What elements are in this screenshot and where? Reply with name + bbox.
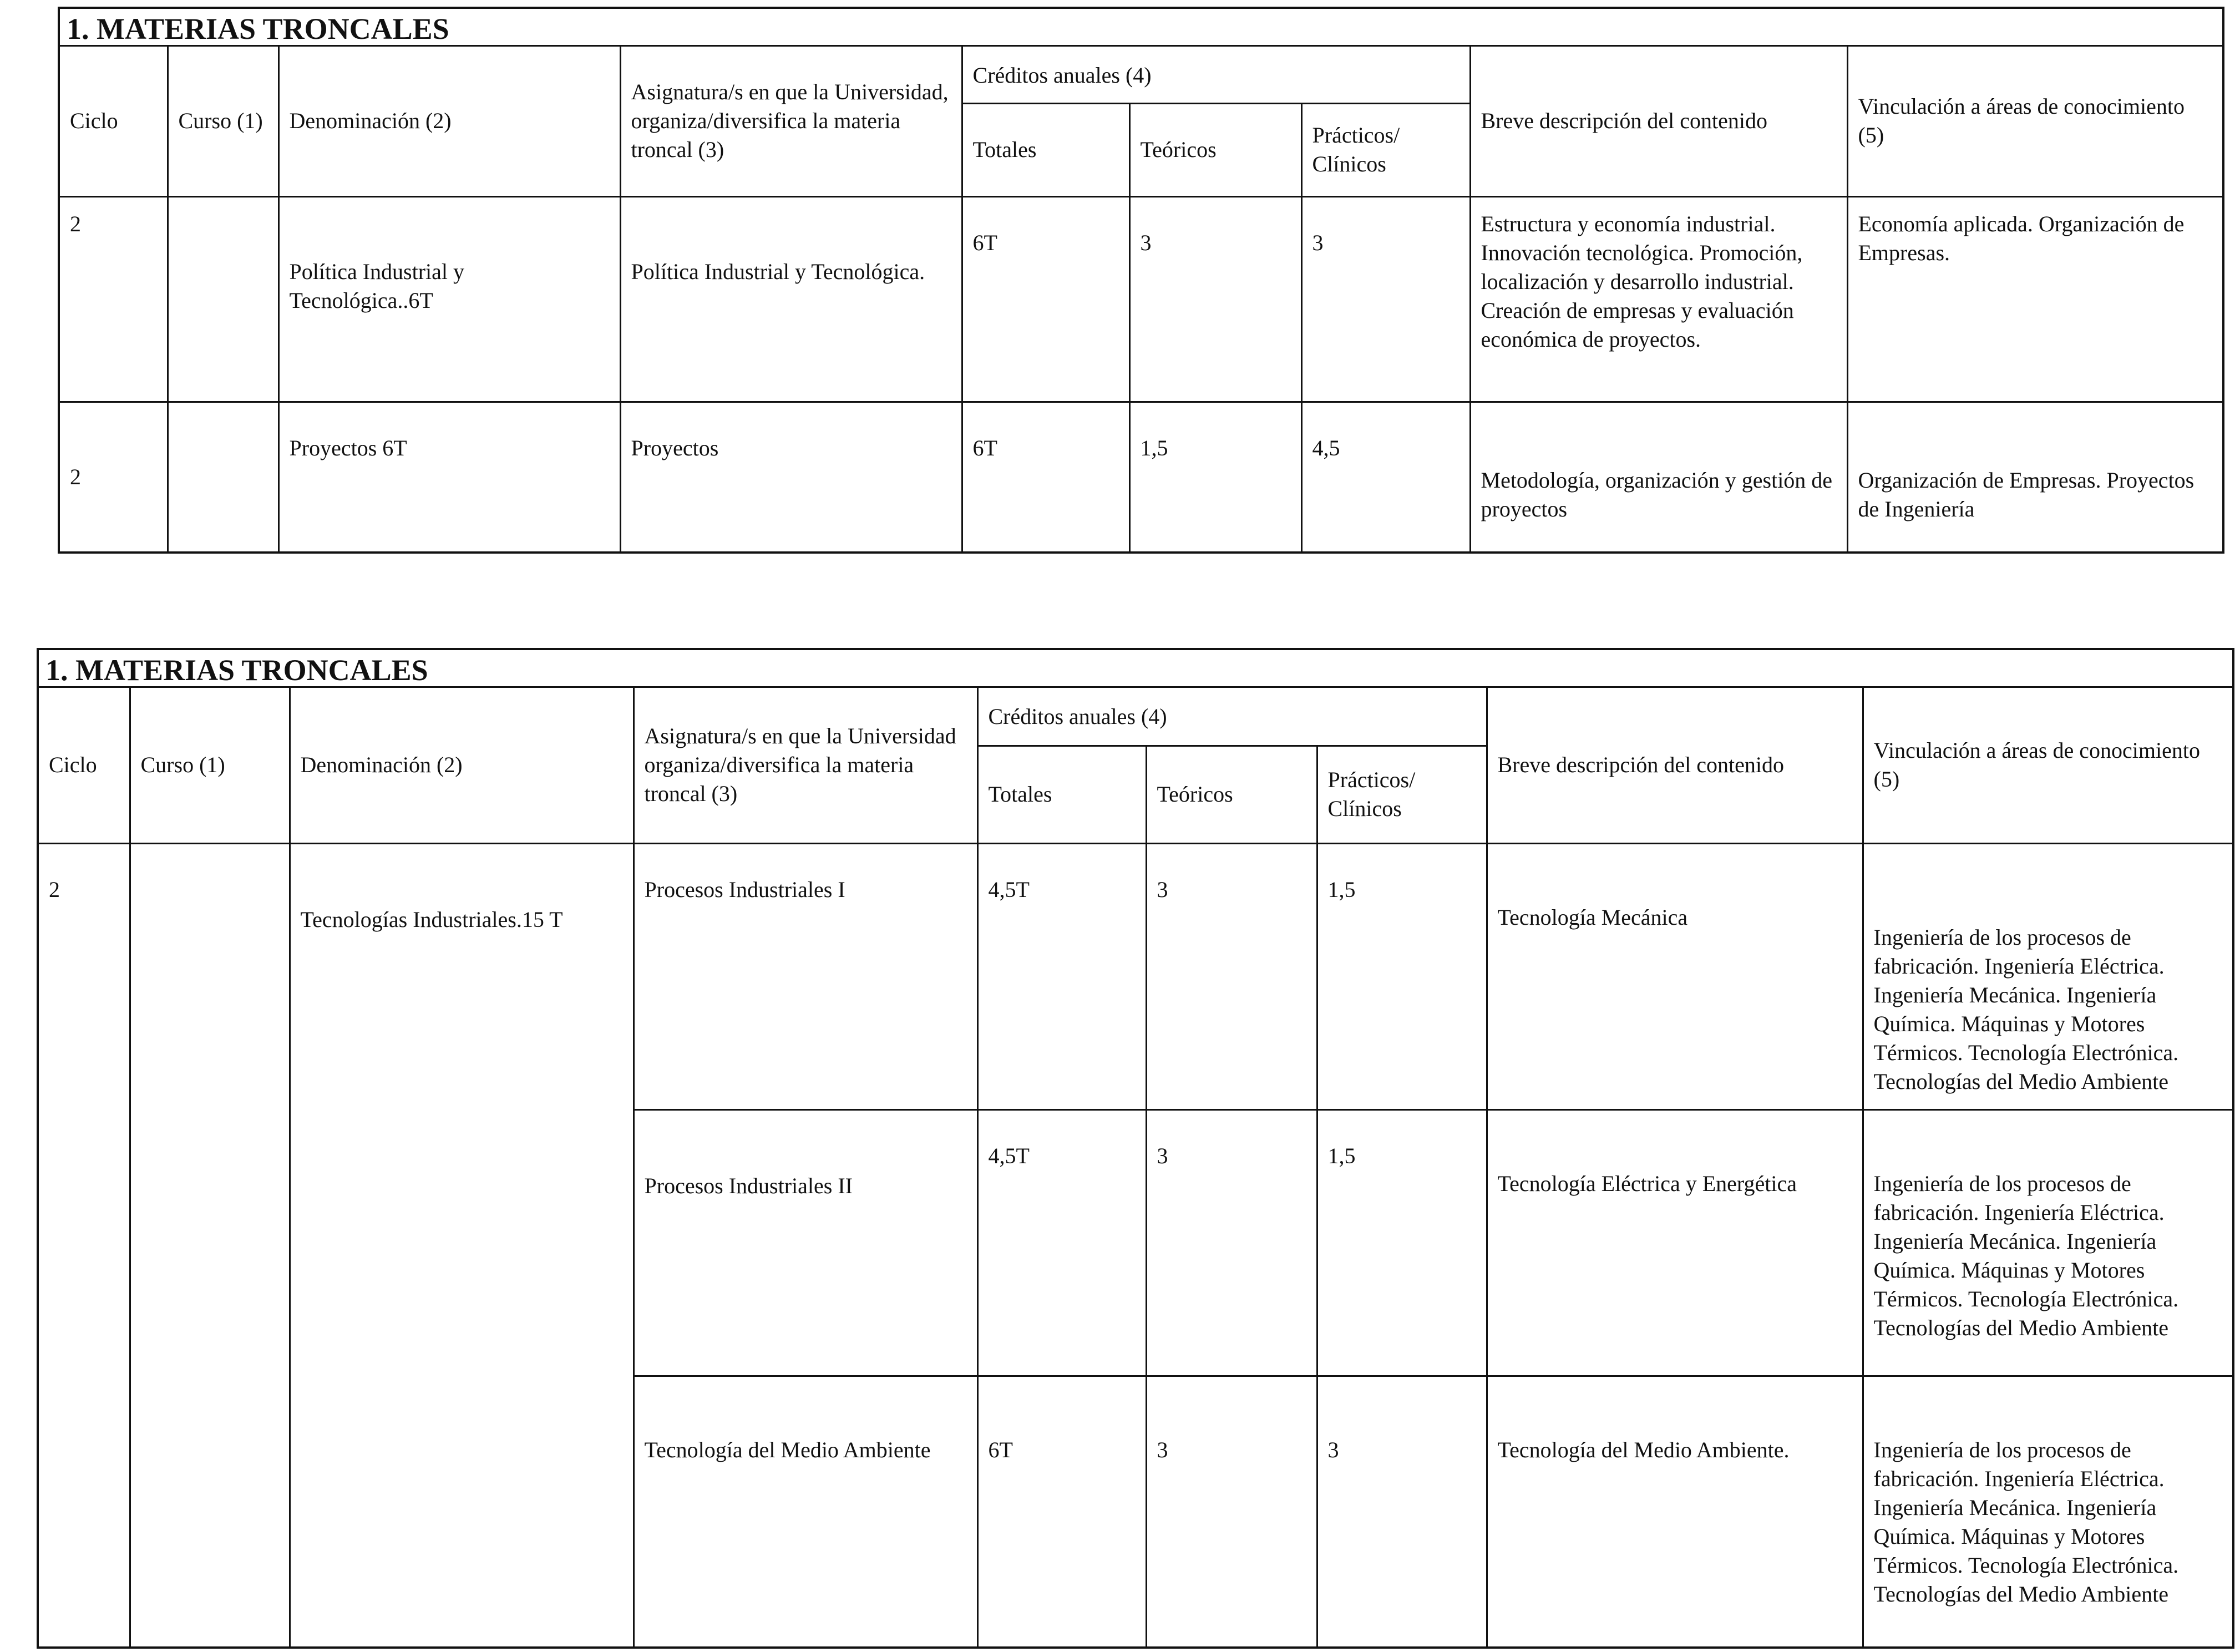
cell-vinculacion: Ingeniería de los procesos de fabricación. Ingeniería Eléctrica. Ingeniería Mecánica. Ingeniería Química. Máquinas y Motores Térmicos. Tecnología Electrónica. Tecnologías del Medio Ambiente xyxy=(1863,843,2233,1109)
cell-vinculacion: Ingeniería de los procesos de fabricación. Ingeniería Eléctrica. Ingeniería Mecánica. Ingeniería Química. Máquinas y Motores Térmicos. Tecnología Electrónica. Tecnologías del Medio Ambiente xyxy=(1863,1109,2233,1376)
cell-vinculacion: Ingeniería de los procesos de fabricación. Ingeniería Eléctrica. Ingeniería Mecánica. Ingeniería Química. Máquinas y Motores Térmicos. Tecnología Electrónica. Tecnologías del Medio Ambiente xyxy=(1863,1376,2233,1648)
header-creditos-anuales: Créditos anuales (4) xyxy=(977,687,1487,746)
header-teoricos: Teóricos xyxy=(1146,746,1317,843)
cell-totales: 4,5T xyxy=(977,1109,1146,1376)
cell-descripcion: Estructura y economía industrial. Innovación tecnológica. Promoción, localización y desarrollo industrial. Creación de empresas y evaluación económica de proyectos. xyxy=(1470,196,1847,402)
cell-totales: 6T xyxy=(977,1376,1146,1648)
cell-practicos: 4,5 xyxy=(1301,402,1470,553)
header-curso: Curso (1) xyxy=(130,687,290,843)
header-vinculacion: Vinculación a áreas de conocimiento (5) xyxy=(1847,45,2223,196)
cell-curso xyxy=(168,196,278,402)
cell-denominacion: Política Industrial y Tecnológica..6T xyxy=(278,196,620,402)
cell-asignatura: Tecnología del Medio Ambiente xyxy=(634,1376,977,1648)
header-descripcion: Breve descripción del contenido xyxy=(1470,45,1847,196)
header-ciclo: Ciclo xyxy=(38,687,130,843)
header-totales: Totales xyxy=(962,103,1129,196)
cell-asignatura: Procesos Industriales I xyxy=(634,843,977,1109)
cell-totales: 6T xyxy=(962,196,1129,402)
cell-curso xyxy=(130,843,290,1648)
cell-practicos: 3 xyxy=(1301,196,1470,402)
header-practicos: Prácticos/ Clínicos xyxy=(1301,103,1470,196)
header-asignatura: Asignatura/s en que la Universidad, organiza/diversifica la materia troncal (3) xyxy=(620,45,962,196)
header-asignatura: Asignatura/s en que la Universidad organiza/diversifica la materia troncal (3) xyxy=(634,687,977,843)
header-creditos-anuales: Créditos anuales (4) xyxy=(962,45,1470,103)
cell-teoricos: 1,5 xyxy=(1129,402,1301,553)
table-row xyxy=(59,402,2223,553)
header-descripcion: Breve descripción del contenido xyxy=(1487,687,1863,843)
cell-vinculacion: Organización de Empresas. Proyectos de Ingeniería xyxy=(1847,402,2223,553)
cell-ciclo: 2 xyxy=(59,196,168,402)
cell-descripcion: Tecnología Eléctrica y Energética xyxy=(1487,1109,1863,1376)
header-practicos: Prácticos/ Clínicos xyxy=(1317,746,1487,843)
cell-asignatura: Política Industrial y Tecnológica. xyxy=(620,196,962,402)
cell-descripcion: Tecnología Mecánica xyxy=(1487,843,1863,1109)
materias-troncales-table-1 xyxy=(58,7,2224,554)
cell-denominacion: Proyectos 6T xyxy=(278,402,620,553)
cell-totales: 4,5T xyxy=(977,843,1146,1109)
header-totales: Totales xyxy=(977,746,1146,843)
table-title: 1. MATERIAS TRONCALES xyxy=(38,649,2233,687)
cell-vinculacion: Economía aplicada. Organización de Empresas. xyxy=(1847,196,2223,402)
cell-teoricos: 3 xyxy=(1146,1109,1317,1376)
cell-practicos: 3 xyxy=(1317,1376,1487,1648)
cell-practicos: 1,5 xyxy=(1317,1109,1487,1376)
cell-totales: 6T xyxy=(962,402,1129,553)
cell-denominacion: Tecnologías Industriales.15 T xyxy=(290,843,634,1648)
cell-teoricos: 3 xyxy=(1129,196,1301,402)
header-curso: Curso (1) xyxy=(168,45,278,196)
cell-teoricos: 3 xyxy=(1146,1376,1317,1648)
materias-troncales-table-2 xyxy=(37,648,2234,1649)
header-denominacion: Denominación (2) xyxy=(290,687,634,843)
cell-asignatura: Procesos Industriales II xyxy=(634,1109,977,1376)
table-row xyxy=(59,196,2223,402)
header-ciclo: Ciclo xyxy=(59,45,168,196)
table-title: 1. MATERIAS TRONCALES xyxy=(59,8,2223,45)
header-denominacion: Denominación (2) xyxy=(278,45,620,196)
header-vinculacion: Vinculación a áreas de conocimiento (5) xyxy=(1863,687,2233,843)
table-row xyxy=(38,843,2233,1109)
cell-asignatura: Proyectos xyxy=(620,402,962,553)
cell-descripcion: Tecnología del Medio Ambiente. xyxy=(1487,1376,1863,1648)
cell-curso xyxy=(168,402,278,553)
cell-ciclo: 2 xyxy=(38,843,130,1648)
header-teoricos: Teóricos xyxy=(1129,103,1301,196)
cell-practicos: 1,5 xyxy=(1317,843,1487,1109)
cell-teoricos: 3 xyxy=(1146,843,1317,1109)
cell-descripcion: Metodología, organización y gestión de proyectos xyxy=(1470,402,1847,553)
cell-ciclo: 2 xyxy=(59,402,168,553)
